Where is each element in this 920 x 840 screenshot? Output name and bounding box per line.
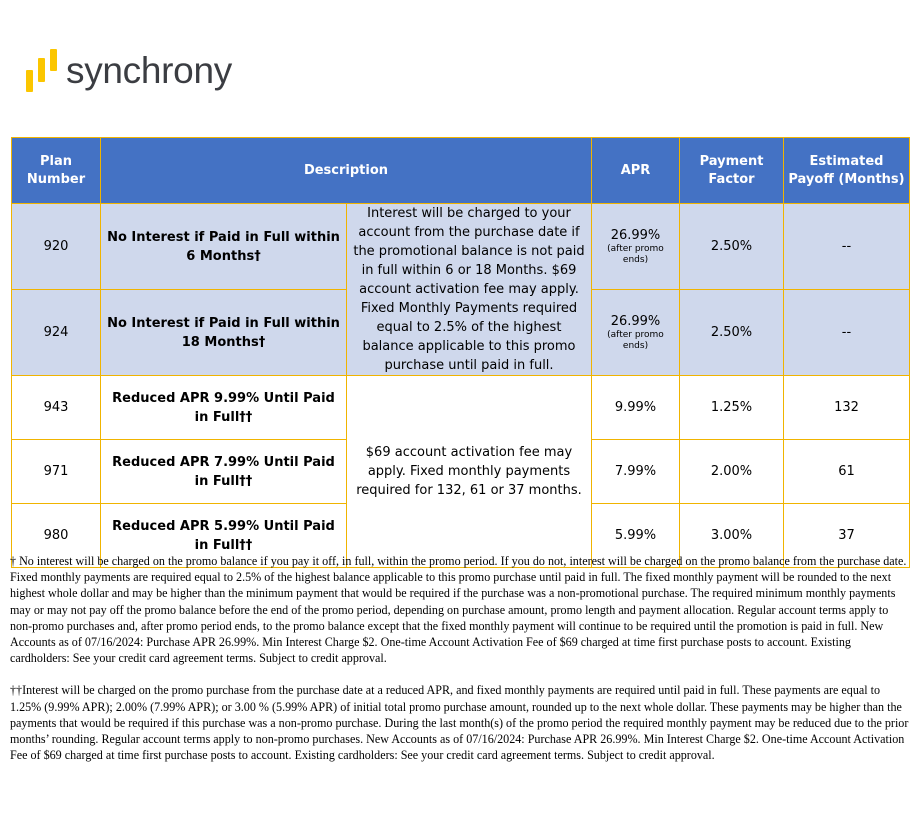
- estimated-payoff: --: [784, 290, 910, 376]
- header-plan-number: Plan Number: [12, 138, 101, 204]
- footnote-single-dagger: † No interest will be charged on the promo balance if you pay it off, in full, within the promo period. If you do not, interest will be charged on the promo balance from the purchase date. Fixed monthly payments are required equal to 2.5% of the highest balance applicable to this promo purchase until paid in full. The fixed monthly payment will be rounded to the next highest whole dollar and may be higher than the minimum payment that would be required if the purchase was a non-promotional purchase. The required minimum monthly payments may or may not pay off the promo balance before the end of the promo period, depending on purchase amount, promo length and payment allocation. Regular account terms apply to non-promo purchases and, after promo period ends, to the promo balance except that the fixed monthly payment will continue to be required until the promotion is paid in full. New Accounts as of 07/16/2024: Purchase APR 26.99%. Min Interest Charge $2. One-time Account Activation Fee of $69 charged at time first purchase posts to account. Existing cardholders: See your credit card agreement terms. Subject to credit approval.: [10, 554, 907, 666]
- plan-number: 971: [12, 440, 101, 504]
- apr-value: 7.99%: [592, 440, 680, 504]
- plan-name: Reduced APR 7.99% Until Paid in Full††: [101, 440, 347, 504]
- apr-note: (after promo ends): [607, 330, 664, 351]
- header-payment-factor: Payment Factor: [680, 138, 784, 204]
- synchrony-logo: [24, 46, 232, 94]
- estimated-payoff: 37: [784, 504, 910, 568]
- payment-factor: 1.25%: [680, 376, 784, 440]
- promo-plans-table: [11, 137, 910, 568]
- reduced-apr-terms: $69 account activation fee may apply. Fixed monthly payments required for 132, 61 or 37 months.: [347, 376, 592, 568]
- header-description: Description: [101, 138, 592, 204]
- table-header-row: [12, 138, 910, 204]
- apr-cell: [592, 290, 680, 376]
- payment-factor: 2.00%: [680, 440, 784, 504]
- table-row: [12, 204, 910, 290]
- apr-note: (after promo ends): [607, 244, 664, 265]
- apr-value: 26.99%: [610, 228, 661, 243]
- estimated-payoff: 61: [784, 440, 910, 504]
- brand-name: synchrony: [66, 50, 232, 91]
- apr-cell: [592, 204, 680, 290]
- header-apr: APR: [592, 138, 680, 204]
- plan-name: No Interest if Paid in Full within 6 Months†: [101, 204, 347, 290]
- header-estimated-payoff: Estimated Payoff (Months): [784, 138, 910, 204]
- plan-name: Reduced APR 9.99% Until Paid in Full††: [101, 376, 347, 440]
- plan-name: No Interest if Paid in Full within 18 Months†: [101, 290, 347, 376]
- estimated-payoff: 132: [784, 376, 910, 440]
- deferred-interest-terms: Interest will be charged to your account from the purchase date if the promotional balance is not paid in full within 6 or 18 Months. $69 account activation fee may apply. Fixed Monthly Payments required equal to 2.5% of the highest balance applicable to this promo purchase until paid in full.: [347, 204, 592, 376]
- plan-number: 943: [12, 376, 101, 440]
- payment-factor: 2.50%: [680, 204, 784, 290]
- apr-value: 26.99%: [610, 314, 661, 329]
- plan-number: 920: [12, 204, 101, 290]
- payment-factor: 2.50%: [680, 290, 784, 376]
- plan-name: Reduced APR 5.99% Until Paid in Full††: [101, 504, 347, 568]
- payment-factor: 3.00%: [680, 504, 784, 568]
- table-row: [12, 376, 910, 440]
- footnote-double-dagger: ††Interest will be charged on the promo purchase from the purchase date at a reduced APR, and fixed monthly payments are required until paid in full. These payments are equal to 1.25% (9.99% APR); 2.00% (7.99% APR); or 3.00 % (5.99% APR) of initial total promo purchase amount, rounded up to the next whole dollar. These payments may be higher than the payments that would be required if this purchase was a non-promo purchase. During the last month(s) of the promo period the required monthly payment may be reduced due to the prior months’ rounding. Regular account terms apply to non-promo purchases. New Accounts as of 07/16/2024: Purchase APR 26.99%. Min Interest Charge $2. One-time Account Activation Fee of $69 charged at time first purchase posts to account. Existing cardholders: See your credit card agreement terms. Subject to credit approval.: [10, 683, 909, 763]
- synchrony-logo-icon: [24, 46, 60, 94]
- footnotes: [10, 553, 910, 779]
- plan-number: 980: [12, 504, 101, 568]
- plan-number: 924: [12, 290, 101, 376]
- estimated-payoff: --: [784, 204, 910, 290]
- apr-value: 9.99%: [592, 376, 680, 440]
- apr-value: 5.99%: [592, 504, 680, 568]
